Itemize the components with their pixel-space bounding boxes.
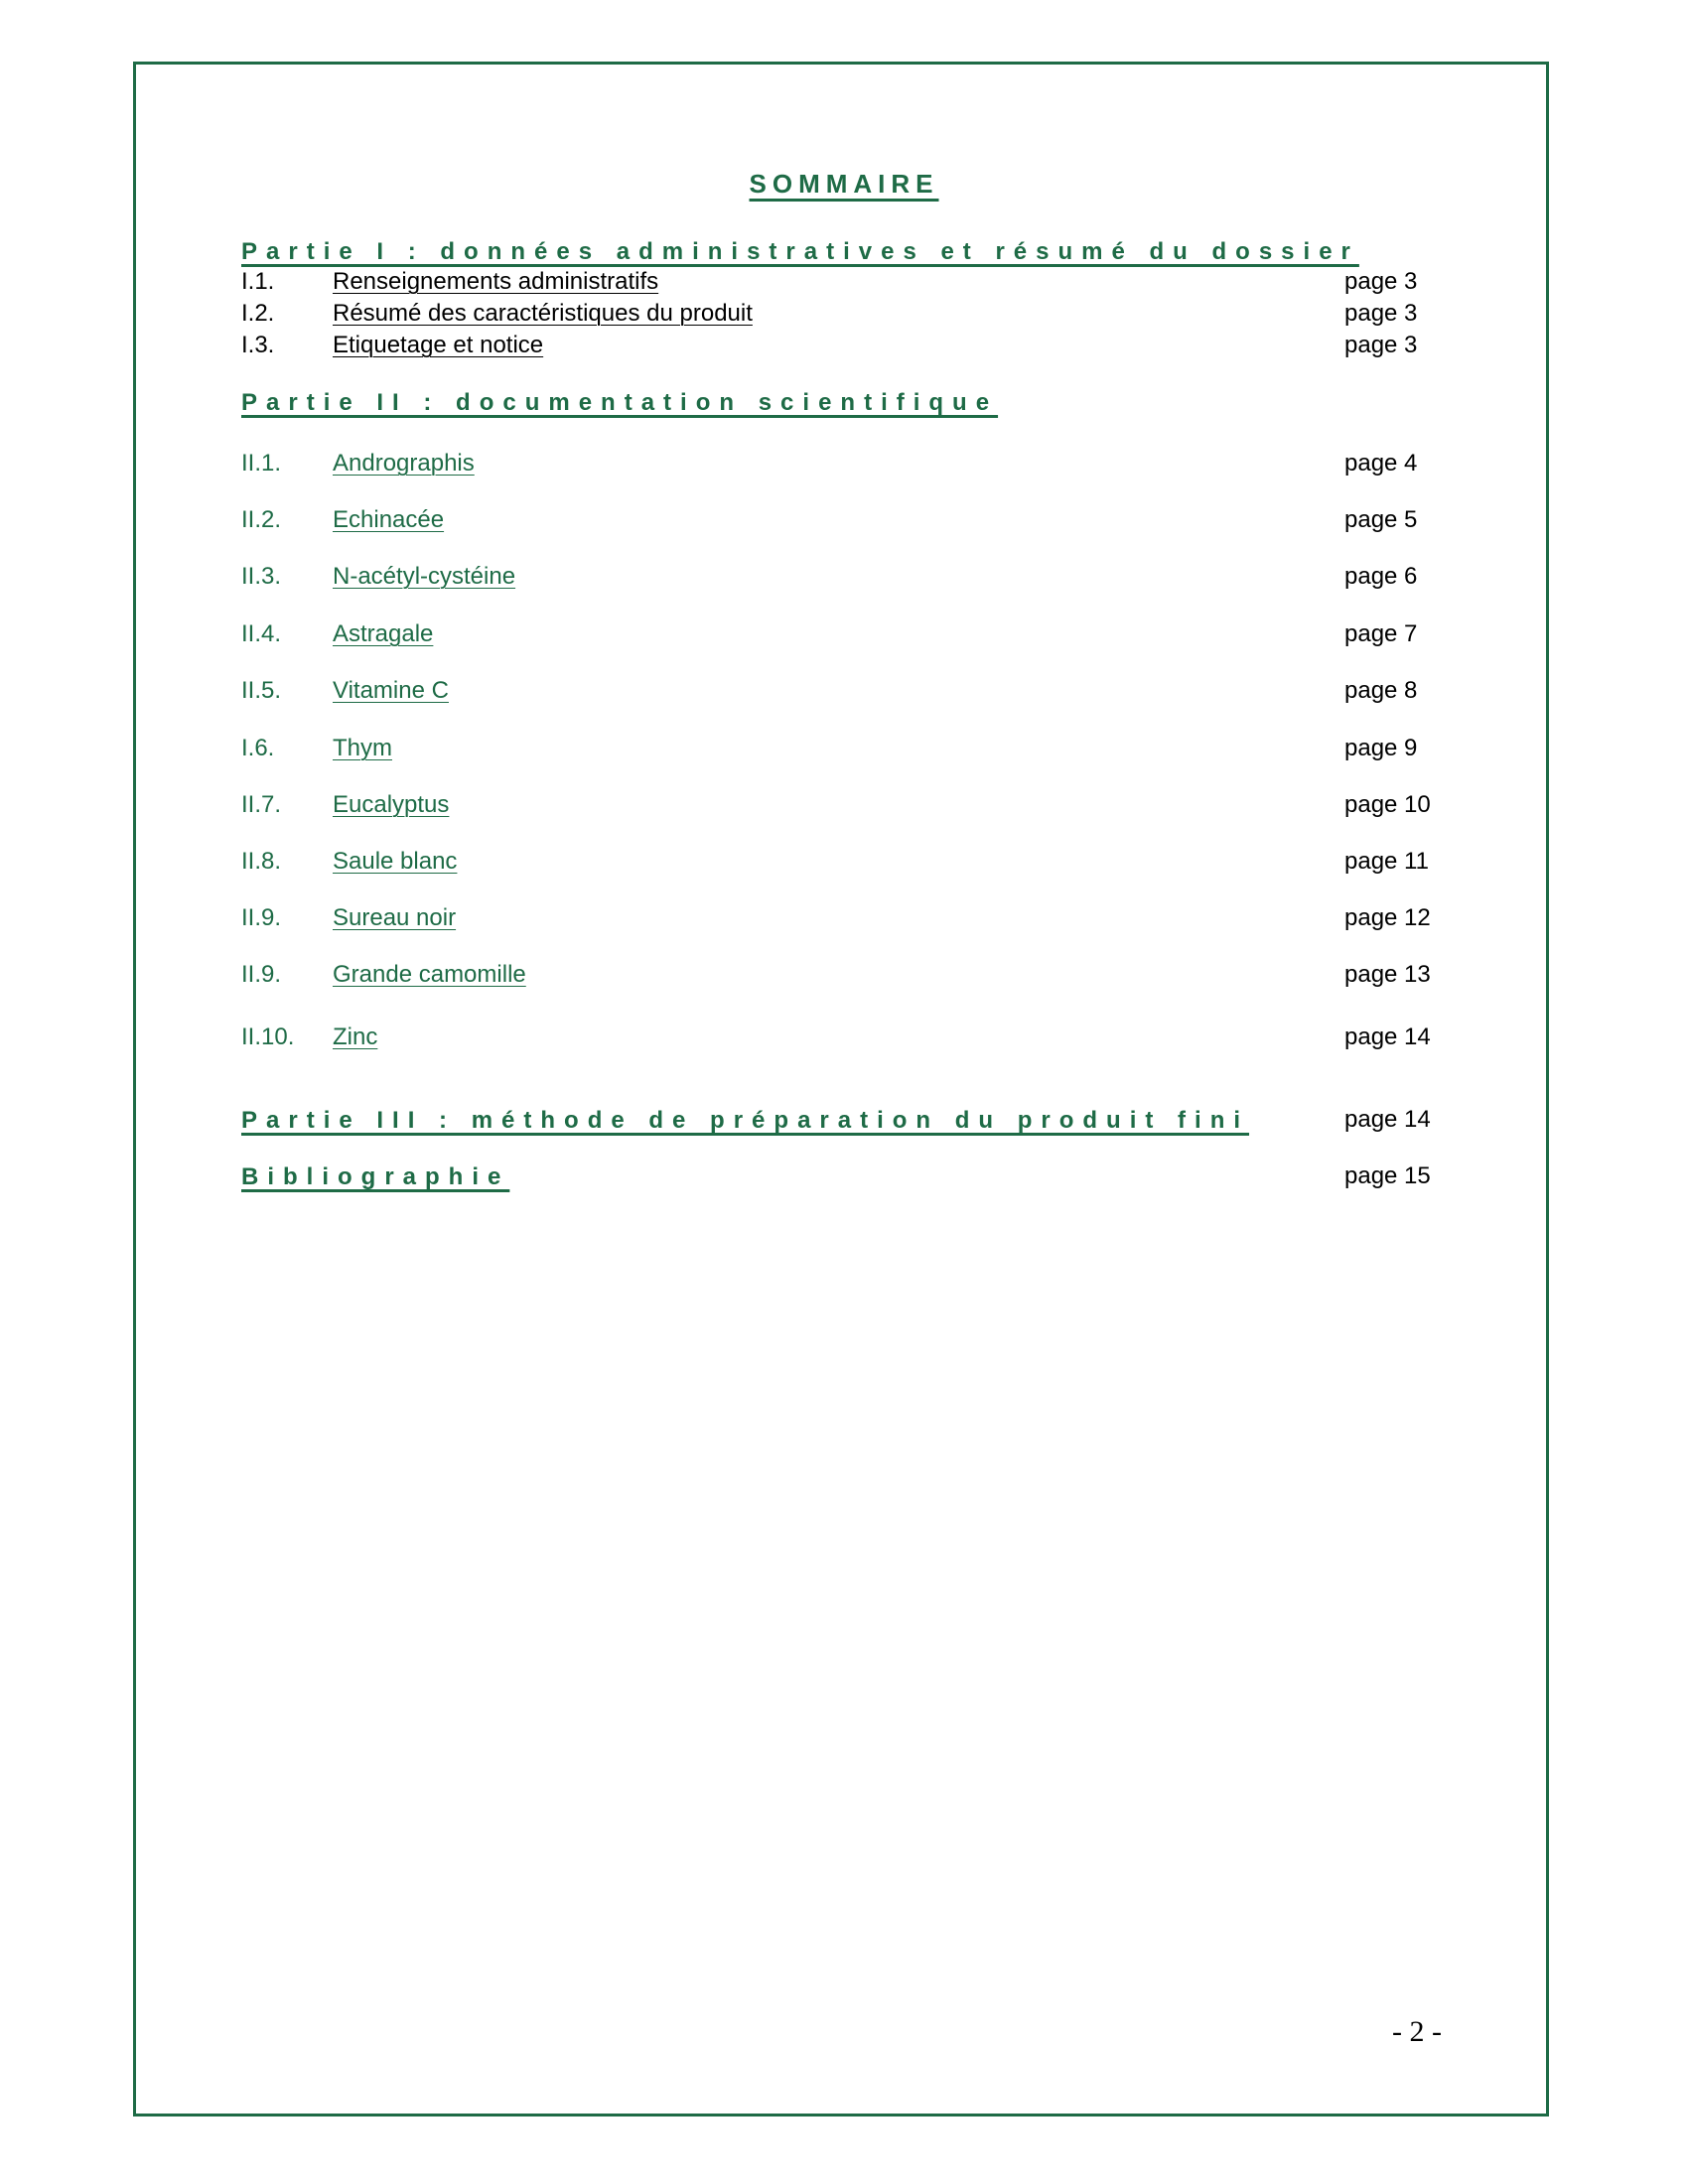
toc-entry-label: Renseignements administratifs — [333, 268, 659, 295]
toc-part3-heading[interactable]: Partie III : méthode de préparation du produit fini — [241, 1107, 1250, 1134]
toc-entry-page: page 14 — [1344, 1024, 1431, 1050]
toc-entry-label: Thym — [333, 735, 392, 761]
toc-entry[interactable] — [241, 450, 475, 478]
toc-entry[interactable] — [241, 961, 526, 989]
toc-entry[interactable] — [241, 268, 658, 296]
toc-entry[interactable] — [241, 904, 456, 932]
toc-bibliography-heading[interactable]: Bibliographie — [241, 1163, 510, 1190]
toc-entry-page: page 3 — [1344, 268, 1418, 295]
toc-entry-label: N-acétyl-cystéine — [333, 563, 516, 590]
toc-entry-label: Résumé des caractéristiques du produit — [333, 300, 753, 327]
toc-entry-label: Zinc — [333, 1024, 378, 1050]
toc-entry-label: Echinacée — [333, 506, 445, 533]
toc-part1-heading[interactable]: Partie I : données administratives et résumé du dossier — [241, 238, 1359, 265]
toc-entry-page: page 12 — [1344, 904, 1431, 931]
toc-entry-label: Andrographis — [333, 450, 475, 477]
title-text: SOMMAIRE — [749, 169, 939, 199]
toc-entry-number: II.5. — [241, 677, 282, 704]
toc-entry-page: page 4 — [1344, 450, 1418, 477]
toc-entry[interactable] — [241, 332, 543, 359]
toc-entry-number: II.9. — [241, 904, 282, 931]
document-title — [0, 169, 1688, 200]
toc-entry-number: II.9. — [241, 961, 282, 988]
toc-bibliography-page: page 15 — [1344, 1162, 1431, 1189]
toc-entry-number: II.7. — [241, 791, 282, 818]
toc-entry[interactable] — [241, 300, 753, 328]
toc-entry-number: II.8. — [241, 848, 282, 875]
toc-entry-label: Etiquetage et notice — [333, 332, 544, 358]
toc-entry-page: page 8 — [1344, 677, 1418, 704]
toc-entry-number: II.4. — [241, 620, 282, 647]
toc-entry[interactable] — [241, 848, 457, 876]
toc-entry-label: Sureau noir — [333, 904, 457, 931]
toc-part2-heading[interactable]: Partie II : documentation scientifique — [241, 389, 999, 416]
toc-entry-page: page 10 — [1344, 791, 1431, 818]
toc-entry[interactable] — [241, 735, 392, 762]
page-number: - 2 - — [1392, 2015, 1442, 2048]
toc-entry-page: page 11 — [1344, 848, 1429, 875]
toc-entry-label: Eucalyptus — [333, 791, 450, 818]
toc-part3-page: page 14 — [1344, 1106, 1431, 1133]
toc-entry-number: II.3. — [241, 563, 282, 590]
toc-entry[interactable] — [241, 1024, 377, 1051]
page-frame — [133, 62, 1549, 2116]
toc-entry[interactable] — [241, 506, 444, 534]
toc-entry-page: page 3 — [1344, 332, 1418, 358]
toc-entry[interactable] — [241, 677, 449, 705]
toc-entry-number: II.2. — [241, 506, 282, 533]
toc-entry-page: page 5 — [1344, 506, 1418, 533]
toc-entry-page: page 6 — [1344, 563, 1418, 590]
toc-entry-label: Grande camomille — [333, 961, 526, 988]
toc-entry-label: Saule blanc — [333, 848, 458, 875]
toc-entry-label: Astragale — [333, 620, 434, 647]
toc-entry-page: page 9 — [1344, 735, 1418, 761]
toc-entry-number: I.1. — [241, 268, 275, 295]
toc-entry-label: Vitamine C — [333, 677, 449, 704]
toc-entry-page: page 7 — [1344, 620, 1418, 647]
toc-entry-number: I.6. — [241, 735, 275, 761]
toc-entry-number: I.2. — [241, 300, 275, 327]
toc-entry[interactable] — [241, 620, 433, 648]
toc-entry-page: page 13 — [1344, 961, 1431, 988]
toc-entry[interactable] — [241, 563, 515, 591]
toc-entry-number: I.3. — [241, 332, 275, 358]
toc-entry-number: II.10. — [241, 1024, 295, 1050]
toc-entry-page: page 3 — [1344, 300, 1418, 327]
toc-entry[interactable] — [241, 791, 449, 819]
toc-entry-number: II.1. — [241, 450, 282, 477]
